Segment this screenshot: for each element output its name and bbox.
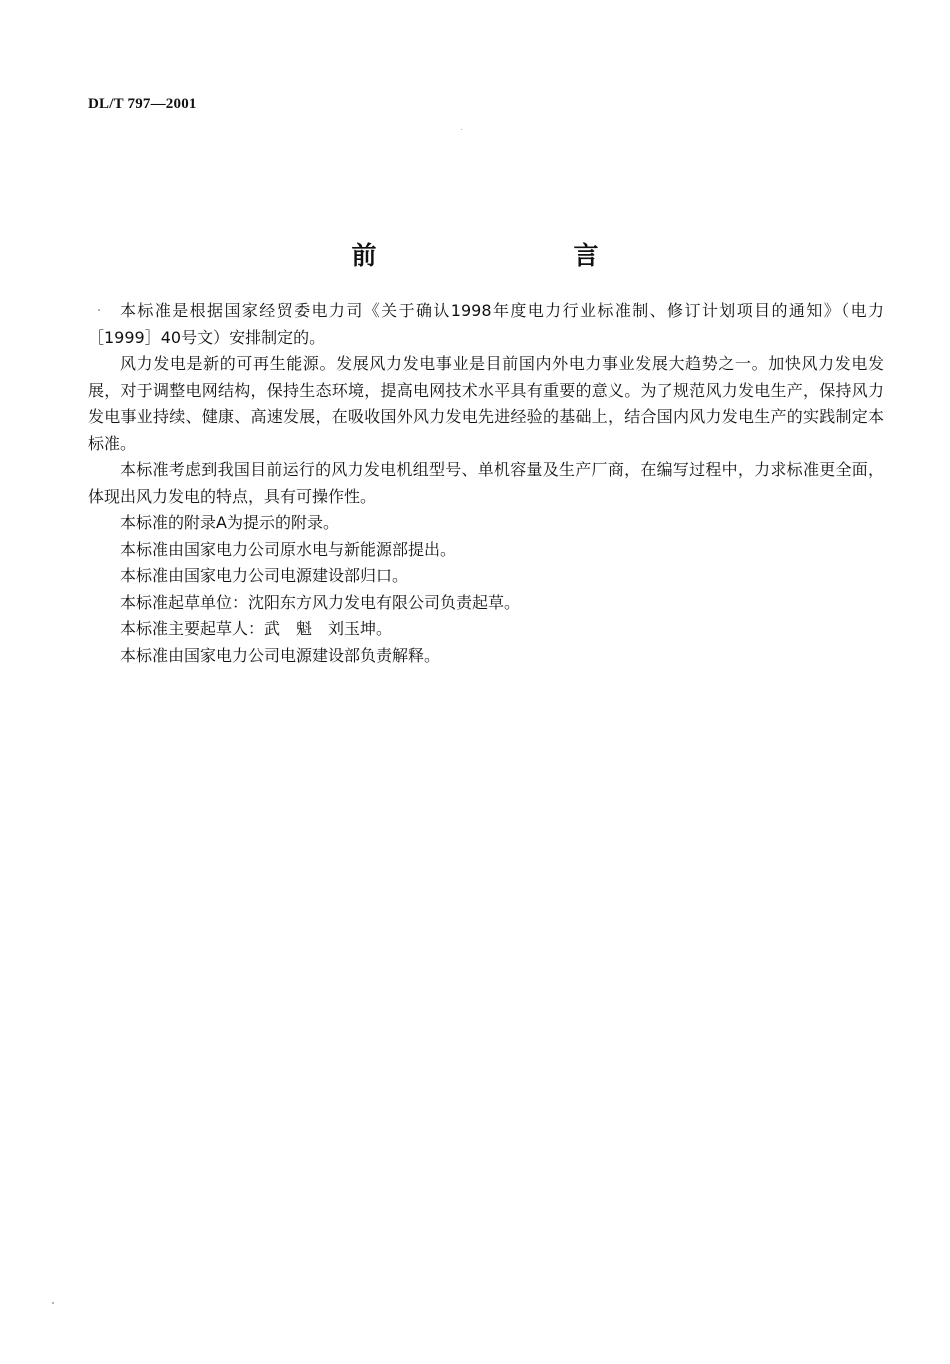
scan-speck [98, 309, 100, 311]
foreword-body [88, 298, 884, 669]
paragraph: 本标准的附录A为提示的附录。 [120, 513, 339, 532]
scan-speck [461, 129, 462, 130]
paragraph: 本标准由国家电力公司电源建设部负责解释。 [120, 645, 441, 665]
paragraph: 本标准是根据国家经贸委电力司《关于确认1998年度电力行业标准制、修订计划项目的通知》（电力［1999］40号文）安排制定的。 [88, 301, 884, 347]
paragraph: 风力发电是新的可再生能源。发展风力发电事业是目前国内外电力事业发展大趋势之一。加快风力发电发展，对于调整电网结构，保持生态环境，提高电网技术水平具有重要的意义。为了规范风力发电生产，保持风力发电事业持续、健康、高速发展，在吸收国外风力发电先进经验的基础上，结合国内风力发电生产的实践制定本标准。 [88, 354, 884, 453]
paragraph: 本标准考虑到我国目前运行的风力发电机组型号、单机容量及生产厂商，在编写过程中，力求标准更全面，体现出风力发电的特点，具有可操作性。 [88, 460, 884, 506]
paragraph: 本标准由国家电力公司电源建设部归口。 [120, 566, 409, 585]
page-title: 前 言 [351, 241, 685, 270]
paragraph: 本标准主要起草人：武 魁 刘玉坤。 [120, 619, 393, 638]
standard-code: DL/T 797—2001 [88, 96, 197, 112]
paragraph: 本标准由国家电力公司原水电与新能源部提出。 [120, 539, 457, 559]
scan-speck [52, 1302, 54, 1304]
paragraph: 本标准起草单位：沈阳东方风力发电有限公司负责起草。 [120, 592, 521, 612]
